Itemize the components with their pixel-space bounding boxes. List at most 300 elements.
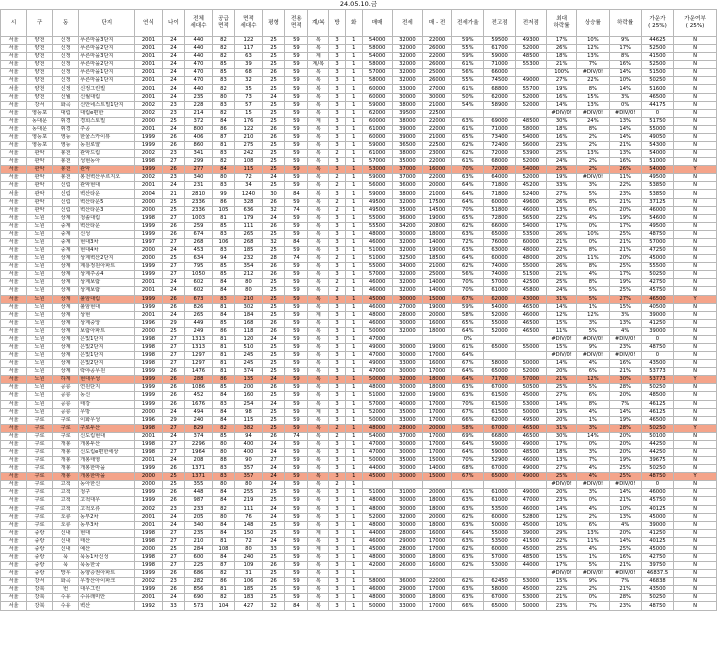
table-cell: 57: [235, 101, 262, 109]
table-cell: 수유: [53, 594, 79, 602]
table-cell: 53850: [641, 182, 673, 190]
table-cell: 26: [162, 303, 185, 311]
table-cell: 24: [162, 432, 185, 440]
table-cell: 1: [345, 335, 362, 343]
table-cell: 22%: [547, 214, 577, 222]
table-cell: 14000: [423, 465, 452, 473]
table-cell: 63%: [452, 505, 484, 513]
table-cell: 49500: [641, 222, 673, 230]
table-cell: 50000: [362, 602, 392, 610]
table-cell: 111: [235, 505, 262, 513]
table-cell: 84: [285, 602, 308, 610]
table-cell: N: [674, 392, 717, 400]
table-cell: 27: [162, 343, 185, 351]
table-cell: 87: [212, 562, 235, 570]
table-cell: 84: [212, 416, 235, 424]
table-cell: 84: [212, 287, 235, 295]
table-cell: 3: [329, 513, 346, 521]
table-cell: 31000: [392, 489, 422, 497]
table-cell: 52000: [515, 45, 546, 53]
table-cell: 3: [329, 158, 346, 166]
table-cell: 17500: [423, 198, 452, 206]
table-cell: 21000: [423, 263, 452, 271]
table-cell: 25: [162, 255, 185, 263]
table-cell: 13%: [577, 529, 609, 537]
table-cell: 242: [235, 150, 262, 158]
table-cell: 구로: [27, 489, 53, 497]
table-cell: 59: [285, 400, 308, 408]
table-cell: 0: [641, 352, 673, 360]
table-cell: 현대: [79, 529, 135, 537]
table-cell: 50000: [362, 327, 392, 335]
table-cell: 49500: [362, 198, 392, 206]
table-cell: 84: [212, 311, 235, 319]
table-cell: 70%: [452, 457, 484, 465]
table-cell: 25: [262, 37, 285, 45]
table-cell: 65%: [452, 133, 484, 141]
table-cell: 4%: [577, 360, 609, 368]
table-cell: 묵동한국: [79, 562, 135, 570]
table-cell: N: [674, 303, 717, 311]
table-cell: 265: [235, 230, 262, 238]
table-cell: 44000: [515, 562, 546, 570]
table-cell: 계: [308, 529, 329, 537]
table-cell: 15000: [423, 457, 452, 465]
table-cell: 영등포: [27, 109, 53, 117]
table-cell: 59000: [362, 101, 392, 109]
table-cell: 복: [308, 133, 329, 141]
table-cell: 서울: [1, 554, 27, 562]
table-cell: 82: [212, 158, 235, 166]
table-cell: 18000: [423, 505, 452, 513]
table-body: [1, 37, 717, 611]
table-cell: 36000: [392, 578, 422, 586]
table-cell: 84: [212, 497, 235, 505]
table-cell: 24: [162, 311, 185, 319]
table-cell: 20000: [423, 182, 452, 190]
table-cell: 65000: [484, 343, 515, 351]
table-cell: 1999: [135, 263, 162, 271]
table-cell: 5%: [577, 190, 609, 198]
table-cell: 57000: [362, 271, 392, 279]
table-cell: 33000: [392, 360, 422, 368]
table-cell: 61500: [484, 408, 515, 416]
table-row: [1, 457, 717, 465]
table-cell: 59: [285, 69, 308, 77]
table-cell: 1: [345, 117, 362, 125]
table-cell: 32: [262, 602, 285, 610]
table-cell: 복: [308, 368, 329, 376]
table-row: [1, 448, 717, 456]
table-cell: 4%: [577, 465, 609, 473]
table-cell: 1: [345, 263, 362, 271]
column-header: 시: [1, 10, 27, 37]
table-cell: 38000: [392, 150, 422, 158]
table-cell: 25: [262, 424, 285, 432]
table-cell: 서울: [1, 45, 27, 53]
table-cell: 신림: [53, 190, 79, 198]
table-row: [1, 554, 717, 562]
table-cell: 25: [162, 198, 185, 206]
table-cell: 22500: [423, 142, 452, 150]
table-cell: 14%: [547, 101, 577, 109]
table-cell: 2001: [135, 61, 162, 69]
table-cell: N: [674, 133, 717, 141]
table-cell: 58000: [484, 360, 515, 368]
table-cell: 구로: [27, 440, 53, 448]
table-cell: 복: [308, 440, 329, 448]
table-cell: 50000: [362, 416, 392, 424]
table-cell: 85: [212, 384, 235, 392]
table-cell: 59000: [484, 53, 515, 61]
table-cell: 50250: [641, 594, 673, 602]
table-row: [1, 271, 717, 279]
table-cell: 서울: [1, 238, 27, 246]
table-cell: 25: [262, 392, 285, 400]
table-cell: 22%: [577, 77, 609, 85]
table-cell: 33%: [547, 182, 577, 190]
table-cell: 70%: [452, 400, 484, 408]
table-cell: 185: [235, 586, 262, 594]
table-cell: 3: [329, 109, 346, 117]
table-cell: 690: [185, 594, 212, 602]
table-cell: 32000: [392, 77, 422, 85]
table-cell: 67%: [452, 473, 484, 481]
table-cell: 83: [212, 247, 235, 255]
table-cell: 39: [235, 61, 262, 69]
table-cell: 59: [285, 279, 308, 287]
table-row: [1, 158, 717, 166]
table-cell: 27%: [547, 77, 577, 85]
table-cell: 62%: [452, 150, 484, 158]
table-cell: 2000: [135, 206, 162, 214]
table-cell: 50250: [641, 384, 673, 392]
table-cell: 25: [262, 158, 285, 166]
table-cell: 82: [212, 85, 235, 93]
table-cell: 62000: [484, 416, 515, 424]
table-cell: 동양증권아파트: [79, 570, 135, 578]
table-cell: 21%: [547, 594, 577, 602]
table-cell: 1998: [135, 424, 162, 432]
table-cell: 번: [53, 586, 79, 594]
table-cell: 1964: [185, 448, 212, 456]
table-cell: 59: [285, 521, 308, 529]
table-cell: 48000: [362, 311, 392, 319]
table-cell: 2001: [135, 513, 162, 521]
table-cell: 복: [308, 497, 329, 505]
table-cell: 3: [329, 125, 346, 133]
table-cell: 3: [329, 319, 346, 327]
table-cell: 1%: [577, 554, 609, 562]
table-cell: 20%: [609, 432, 641, 440]
table-cell: 59: [285, 133, 308, 141]
table-cell: 노원: [27, 238, 53, 246]
table-cell: 59000: [484, 440, 515, 448]
table-cell: 26: [162, 142, 185, 150]
table-cell: 45000: [515, 545, 546, 553]
table-cell: 27: [162, 214, 185, 222]
table-cell: N: [674, 206, 717, 214]
table-cell: 67000: [484, 594, 515, 602]
table-cell: 오류: [53, 521, 79, 529]
table-cell: 복: [308, 263, 329, 271]
table-row: [1, 586, 717, 594]
table-cell: 이화우성: [79, 416, 135, 424]
table-cell: 벽산타운5: [79, 198, 135, 206]
table-cell: 1: [345, 174, 362, 182]
table-cell: 계룡정원아파트: [79, 263, 135, 271]
table-cell: 25: [262, 529, 285, 537]
table-cell: 서울: [1, 303, 27, 311]
table-cell: 14%: [547, 505, 577, 513]
table-cell: 23: [162, 101, 185, 109]
table-cell: 382: [235, 424, 262, 432]
table-cell: 46500: [515, 303, 546, 311]
table-cell: N: [674, 400, 717, 408]
table-cell: 3: [329, 473, 346, 481]
table-cell: 벽산타운: [79, 190, 135, 198]
table-cell: 94: [212, 255, 235, 263]
table-row: [1, 424, 717, 432]
table-cell: N: [674, 37, 717, 45]
table-cell: 24%: [577, 117, 609, 125]
table-cell: 1: [345, 497, 362, 505]
table-cell: 양천: [27, 61, 53, 69]
table-cell: 2002: [135, 101, 162, 109]
table-cell: 25%: [609, 473, 641, 481]
table-cell: 24: [262, 465, 285, 473]
table-cell: 795: [185, 263, 212, 271]
table-cell: 동대문: [27, 117, 53, 125]
table-cell: 56000: [362, 182, 392, 190]
table-cell: 27000: [392, 303, 422, 311]
table-cell: 65000: [484, 230, 515, 238]
table-cell: 80: [235, 287, 262, 295]
table-cell: 26%: [547, 263, 577, 271]
table-cell: 47000: [515, 497, 546, 505]
table-cell: 98: [235, 408, 262, 416]
table-cell: 59: [285, 85, 308, 93]
table-cell: [484, 335, 515, 343]
table-cell: 70%: [452, 206, 484, 214]
table-cell: [515, 352, 546, 360]
table-cell: 47000: [362, 368, 392, 376]
table-cell: 829: [185, 424, 212, 432]
table-cell: 4%: [577, 214, 609, 222]
table-cell: 60000: [362, 133, 392, 141]
table-cell: 28000: [392, 424, 422, 432]
table-cell: 72000: [484, 166, 515, 174]
table-cell: 341: [185, 150, 212, 158]
table-cell: 59: [285, 222, 308, 230]
table-cell: 51500: [515, 271, 546, 279]
table-cell: 동신: [79, 392, 135, 400]
table-cell: 24: [162, 125, 185, 133]
table-row: [1, 77, 717, 85]
table-cell: 27: [162, 158, 185, 166]
table-cell: 0%: [577, 440, 609, 448]
table-row: [1, 190, 717, 198]
table-cell: 16000: [423, 319, 452, 327]
table-cell: 30000: [423, 93, 452, 101]
table-cell: 26: [262, 432, 285, 440]
table-cell: N: [674, 214, 717, 222]
table-row: [1, 497, 717, 505]
table-cell: 46000: [641, 489, 673, 497]
table-cell: 219: [235, 497, 262, 505]
table-cell: 59: [285, 440, 308, 448]
table-cell: 복: [308, 214, 329, 222]
table-cell: 32000: [392, 238, 422, 246]
table-cell: 51000: [362, 247, 392, 255]
table-cell: 66000: [484, 69, 515, 77]
table-cell: 상계: [53, 311, 79, 319]
table-cell: 신정: [53, 77, 79, 85]
table-cell: 복: [308, 77, 329, 85]
table-cell: 23%: [609, 343, 641, 351]
table-cell: 636: [235, 206, 262, 214]
table-cell: 470: [185, 77, 212, 85]
table-cell: 88: [212, 457, 235, 465]
table-cell: 470: [185, 69, 212, 77]
table-cell: #DIV/0!: [609, 109, 641, 117]
table-cell: 59: [285, 586, 308, 594]
table-cell: 46000: [515, 206, 546, 214]
table-cell: 64%: [452, 368, 484, 376]
table-cell: 영등포: [27, 133, 53, 141]
table-cell: 118: [235, 327, 262, 335]
table-cell: 18%: [547, 125, 577, 133]
table-cell: 1: [345, 513, 362, 521]
table-cell: 26: [262, 319, 285, 327]
table-cell: 서울: [1, 247, 27, 255]
table-cell: 68000: [484, 158, 515, 166]
table-cell: 59: [285, 198, 308, 206]
table-cell: 3: [329, 521, 346, 529]
table-cell: 63%: [452, 594, 484, 602]
table-cell: 공릉: [53, 400, 79, 408]
table-cell: 8%: [577, 125, 609, 133]
table-cell: 복: [308, 279, 329, 287]
table-cell: 184: [235, 311, 262, 319]
table-cell: 30000: [392, 554, 422, 562]
table-cell: 59: [285, 230, 308, 238]
table-cell: 355: [185, 481, 212, 489]
table-cell: 168: [235, 319, 262, 327]
table-cell: 81: [212, 537, 235, 545]
table-cell: 13%: [577, 150, 609, 158]
table-cell: 영등: [53, 133, 79, 141]
table-cell: 46000: [362, 319, 392, 327]
table-cell: 63%: [452, 117, 484, 125]
table-cell: 41250: [641, 529, 673, 537]
table-cell: 25: [262, 570, 285, 578]
table-cell: 58900: [484, 101, 515, 109]
table-cell: 59: [285, 101, 308, 109]
table-cell: 24: [162, 408, 185, 416]
table-cell: N: [674, 85, 717, 93]
table-cell: 35: [235, 85, 262, 93]
table-cell: 1: [345, 352, 362, 360]
table-cell: 25: [262, 554, 285, 562]
table-cell: 27: [162, 448, 185, 456]
table-cell: 44250: [641, 448, 673, 456]
table-cell: 1996: [135, 319, 162, 327]
table-row: [1, 61, 717, 69]
table-cell: 1313: [185, 343, 212, 351]
table-cell: N: [674, 117, 717, 125]
table-cell: 25%: [609, 287, 641, 295]
table-cell: 27: [262, 457, 285, 465]
table-cell: 2001: [135, 594, 162, 602]
table-cell: 1: [345, 384, 362, 392]
table-cell: 공릉: [53, 408, 79, 416]
table-cell: 2000: [135, 255, 162, 263]
table-cell: 현대4차: [79, 247, 135, 255]
table-cell: 34200: [392, 222, 422, 230]
table-cell: 1999: [135, 142, 162, 150]
table-cell: 43500: [641, 586, 673, 594]
table-cell: 55500: [362, 222, 392, 230]
table-cell: 6%: [577, 368, 609, 376]
table-cell: #DIV/0!: [577, 174, 609, 182]
table-cell: 357: [235, 465, 262, 473]
table-cell: 3: [329, 303, 346, 311]
table-cell: 수유래미안: [79, 594, 135, 602]
table-cell: 573: [185, 602, 212, 610]
table-cell: 노원: [27, 327, 53, 335]
table-cell: 20%: [609, 392, 641, 400]
table-row: [1, 392, 717, 400]
table-cell: 135: [235, 376, 262, 384]
table-cell: 22%: [547, 247, 577, 255]
table-cell: 노원: [27, 214, 53, 222]
table-cell: 경희스토빌: [79, 117, 135, 125]
table-cell: 61500: [484, 400, 515, 408]
table-cell: 신내: [53, 537, 79, 545]
table-cell: 3: [329, 166, 346, 174]
table-cell: 74: [285, 255, 308, 263]
table-cell: 17%: [547, 440, 577, 448]
table-cell: 1371: [185, 465, 212, 473]
table-cell: 3: [329, 238, 346, 246]
table-cell: 20000: [423, 424, 452, 432]
table-cell: 86: [212, 125, 235, 133]
table-cell: 구로: [27, 424, 53, 432]
table-cell: 117: [235, 45, 262, 53]
table-cell: 16%: [609, 61, 641, 69]
table-cell: 봉천벽산푸르지오: [79, 174, 135, 182]
table-cell: 50500: [515, 384, 546, 392]
table-cell: 602: [185, 279, 212, 287]
table-cell: 14%: [609, 133, 641, 141]
table-cell: 1003: [185, 214, 212, 222]
table-row: [1, 303, 717, 311]
table-cell: 1: [345, 45, 362, 53]
table-cell: 72%: [452, 238, 484, 246]
table-cell: 13%: [577, 53, 609, 61]
table-cell: 59: [285, 448, 308, 456]
table-cell: 24: [262, 537, 285, 545]
table-cell: 영등: [53, 142, 79, 150]
table-cell: 54300: [641, 142, 673, 150]
table-cell: 59500: [484, 37, 515, 45]
table-cell: 신도림현대: [79, 432, 135, 440]
table-cell: 185: [235, 247, 262, 255]
table-cell: 13%: [547, 457, 577, 465]
table-cell: 17000: [423, 368, 452, 376]
table-cell: 서울: [1, 586, 27, 594]
